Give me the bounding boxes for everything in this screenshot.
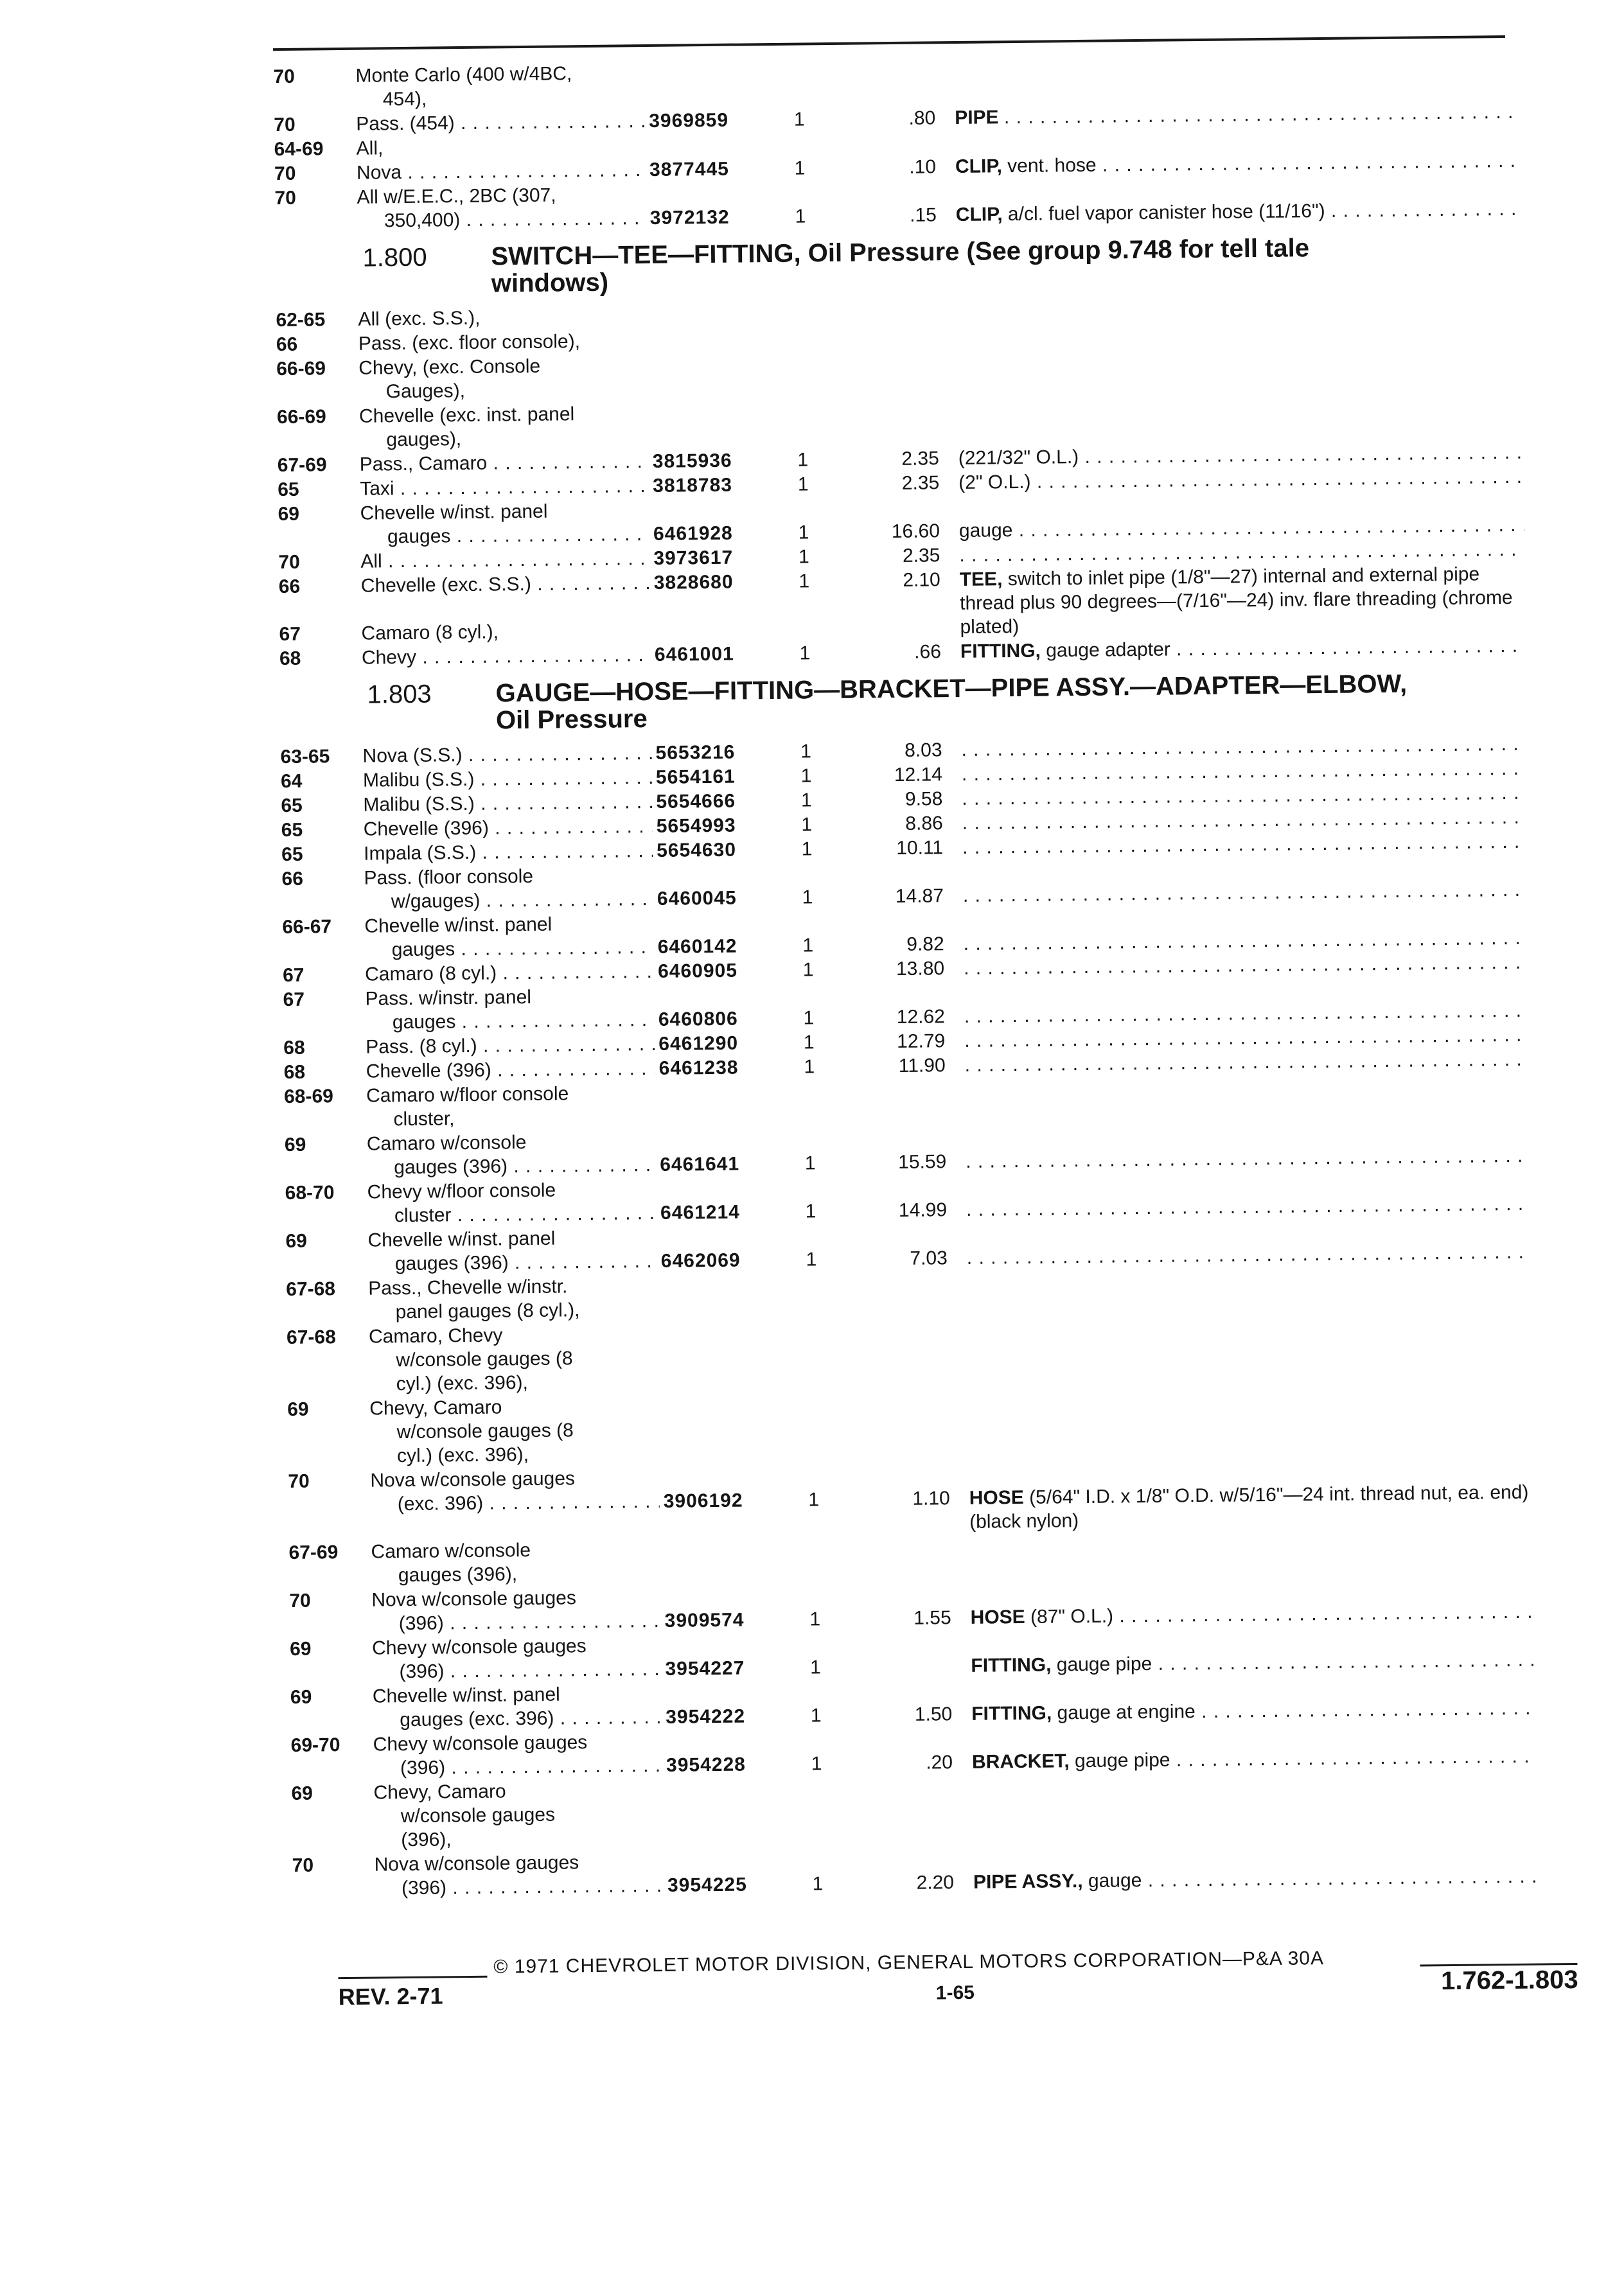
model-application <box>361 571 650 598</box>
quantity: 1 <box>798 1199 824 1223</box>
part-number: 6460045 <box>657 886 786 911</box>
part-name: FITTING, <box>971 1703 1052 1725</box>
model-line: Camaro w/floor console <box>366 1081 655 1108</box>
model-line: Pass., Camaro . . . <box>360 450 649 477</box>
model-year: 67-69 <box>288 1540 338 1565</box>
list-price: 9.82 <box>842 932 944 957</box>
model-application <box>373 1778 663 1852</box>
model-line: Chevy, (exc. Console <box>358 353 648 380</box>
model-line: (396) . . . <box>375 1874 664 1901</box>
model-line: Camaro w/console <box>371 1537 660 1564</box>
quantity: 1 <box>805 1872 831 1896</box>
model-application <box>363 766 652 793</box>
model-line: gauges (396), <box>371 1561 660 1588</box>
model-year: 68 <box>283 1036 305 1060</box>
model-line: Chevy, Camaro <box>369 1394 658 1421</box>
part-detail: (5/64" I.D. x 1/8" O.D. w/5/16"—24 int. thread nut, ea. end) (black nylon) <box>969 1482 1529 1533</box>
list-price: 16.60 <box>837 519 940 544</box>
section-heading <box>367 669 1565 735</box>
list-price: .15 <box>834 203 937 228</box>
list-price: 2.35 <box>836 446 939 471</box>
top-rule <box>273 35 1505 51</box>
part-detail <box>1004 100 1521 128</box>
model-year: 69 <box>278 502 299 526</box>
model-line: w/console gauges <box>374 1802 663 1829</box>
model-line: cluster, <box>366 1105 655 1132</box>
model-line: Nova . . . <box>357 158 646 185</box>
model-application <box>363 790 652 817</box>
model-year: 64-69 <box>274 137 323 161</box>
model-line: (exc. 396) . . . <box>371 1490 660 1517</box>
list-price: 1.55 <box>848 1606 951 1631</box>
model-line: (396) . . . <box>372 1609 661 1636</box>
model-line: gauges . . . <box>360 522 649 549</box>
part-number: 5654630 <box>657 838 785 863</box>
part-detail: (2" O.L.) . . . <box>958 465 1524 493</box>
model-line: Chevy w/console gauges <box>372 1633 661 1660</box>
group-number: 1.803 <box>367 680 495 708</box>
part-name: HOSE <box>971 1606 1025 1628</box>
quantity: 1 <box>793 764 819 787</box>
model-line: (396) . . . <box>372 1657 661 1684</box>
part-number: 3972132 <box>650 205 779 230</box>
model-year: 70 <box>292 1854 313 1878</box>
part-number: 3973617 <box>653 545 782 570</box>
model-year: 65 <box>281 843 303 867</box>
part-description <box>956 197 1521 227</box>
model-line: Pass. (floor console <box>364 863 653 890</box>
model-application <box>367 1177 657 1228</box>
part-number: 3969859 <box>649 108 777 133</box>
part-detail: gauge at engine . . . <box>1057 1696 1537 1724</box>
group-number: 1.800 <box>362 243 491 272</box>
model-line: Pass. (454) . . . <box>356 109 645 136</box>
part-name: CLIP, <box>956 204 1003 225</box>
model-line: cyl.) (exc. 396), <box>370 1441 659 1468</box>
part-number: 3818783 <box>653 473 781 498</box>
model-application <box>358 304 647 331</box>
list-price: 10.11 <box>840 836 943 861</box>
model-year: 69 <box>287 1398 309 1421</box>
model-application <box>374 1850 664 1901</box>
list-price: 14.99 <box>844 1198 947 1223</box>
part-description <box>973 1865 1539 1894</box>
model-year: 70 <box>278 550 300 574</box>
part-detail: (87" O.L.) . . . <box>1030 1600 1536 1628</box>
list-price: .80 <box>833 106 935 131</box>
model-line: Gauges), <box>358 377 648 404</box>
part-number: 5654666 <box>656 789 784 814</box>
part-detail: gauge . . . <box>959 513 1524 541</box>
quantity: 1 <box>787 156 813 180</box>
part-detail: switch to inlet pipe (1/8"—27) internal and external pipe thread plus 90 degrees—(7/16"—24) inv. flare threading (chrome plated) <box>960 563 1513 637</box>
model-application <box>365 960 654 987</box>
list-price: 14.87 <box>841 884 944 909</box>
model-year: 67 <box>283 988 304 1012</box>
model-application <box>369 1394 659 1468</box>
model-line: panel gauges (8 cyl.), <box>368 1298 657 1324</box>
part-number: 3954222 <box>666 1704 794 1729</box>
part-description <box>969 1481 1535 1534</box>
part-row <box>287 1312 1572 1397</box>
model-application <box>373 1730 663 1781</box>
model-year: 62-65 <box>276 308 325 332</box>
model-line: 350,400) . . . <box>357 206 646 233</box>
model-year: 66 <box>281 867 303 891</box>
model-line: Nova w/console gauges <box>370 1466 659 1493</box>
model-line: Nova (S.S.) . . . <box>362 741 651 768</box>
model-application <box>368 1274 658 1324</box>
part-number: 6461214 <box>660 1200 789 1225</box>
model-year: 69 <box>285 1229 307 1253</box>
page-footer <box>338 1945 1578 2035</box>
list-price: .66 <box>838 640 941 665</box>
model-application <box>370 1466 660 1517</box>
list-price: 7.03 <box>845 1246 948 1271</box>
model-application <box>357 182 646 233</box>
model-application <box>365 984 655 1035</box>
model-line: Chevy w/floor console <box>367 1177 656 1204</box>
quantity: 1 <box>788 204 813 228</box>
model-line: Chevy w/console gauges <box>373 1730 662 1757</box>
model-line: w/console gauges (8 <box>369 1346 658 1373</box>
model-year: 67 <box>279 622 301 646</box>
model-year: 70 <box>274 162 296 186</box>
model-application <box>358 329 648 356</box>
model-line: cluster . . . <box>367 1201 657 1228</box>
footer-rule-left <box>338 1976 487 1979</box>
model-year: 69 <box>285 1133 306 1157</box>
model-line: Chevy . . . <box>362 643 651 670</box>
list-price: 12.14 <box>840 762 942 787</box>
part-number: 6460806 <box>658 1007 787 1032</box>
group-title-continued: windows) <box>363 259 1560 299</box>
list-price: 15.59 <box>843 1150 946 1175</box>
part-name: PIPE <box>955 107 999 128</box>
model-year: 63-65 <box>280 744 330 769</box>
model-application <box>364 839 653 866</box>
model-line: gauges . . . <box>365 935 654 962</box>
list-price: 11.90 <box>842 1053 945 1078</box>
model-application <box>372 1633 662 1684</box>
model-application <box>364 863 653 914</box>
list-price: 2.35 <box>837 543 940 568</box>
model-line: Chevelle w/inst. panel <box>364 911 653 938</box>
part-number: 3909574 <box>665 1608 793 1633</box>
model-line: gauges (396) . . . <box>367 1153 656 1180</box>
part-name: BRACKET, <box>972 1750 1070 1773</box>
model-line: (396) . . . <box>373 1754 662 1781</box>
part-detail <box>967 1240 1532 1269</box>
quantity: 1 <box>790 448 816 471</box>
quantity: 1 <box>796 1055 822 1078</box>
list-price: 1.10 <box>847 1486 950 1511</box>
model-line: 454), <box>356 85 645 112</box>
model-application <box>371 1585 661 1636</box>
model-line: gauges . . . <box>366 1008 655 1035</box>
quantity: 1 <box>801 1488 827 1511</box>
model-line: Pass. (exc. floor console), <box>358 329 648 356</box>
model-application <box>360 450 649 477</box>
model-line: All w/E.E.C., 2BC (307, <box>357 182 646 209</box>
model-line: gauges (exc. 396) . . . <box>373 1705 662 1732</box>
part-number: 3954227 <box>665 1656 793 1681</box>
part-detail <box>961 732 1526 761</box>
model-year: 64 <box>281 770 303 793</box>
quantity: 1 <box>804 1752 829 1775</box>
quantity: 1 <box>794 837 820 861</box>
model-application <box>356 109 645 136</box>
part-detail <box>963 878 1528 906</box>
model-year: 68-70 <box>285 1181 335 1205</box>
part-number: 6461641 <box>660 1152 788 1177</box>
part-detail: gauge . . . <box>1088 1865 1539 1892</box>
model-application <box>355 61 645 112</box>
section-heading <box>362 232 1560 299</box>
model-application <box>369 1322 658 1396</box>
model-year: 68 <box>279 647 301 671</box>
part-number: 5654993 <box>657 813 785 838</box>
model-line: (396), <box>374 1826 663 1852</box>
model-year: 67 <box>283 963 304 987</box>
model-line: Nova w/console gauges <box>374 1850 663 1877</box>
model-application <box>367 1129 657 1180</box>
model-line: w/gauges) . . . <box>364 887 653 914</box>
list-price: 8.03 <box>839 738 942 763</box>
model-application <box>360 498 649 549</box>
model-application <box>361 619 650 646</box>
model-year: 66 <box>276 333 298 356</box>
part-number: 5654161 <box>656 764 784 789</box>
list-price: 2.20 <box>851 1870 954 1896</box>
quantity: 1 <box>793 739 818 763</box>
quantity: 1 <box>791 569 817 593</box>
section-range: 1.762-1.803 <box>1441 1966 1578 1996</box>
model-line: Chevelle (396) . . . <box>366 1057 655 1084</box>
part-number: 3906192 <box>664 1488 792 1513</box>
model-line: Chevelle w/inst. panel <box>360 498 649 525</box>
part-name: PIPE ASSY., <box>973 1870 1083 1893</box>
part-name: FITTING, <box>971 1655 1051 1676</box>
model-year: 70 <box>273 65 295 89</box>
model-year: 67-69 <box>278 453 327 477</box>
quantity: 1 <box>796 1030 822 1054</box>
list-price: 9.58 <box>840 787 942 812</box>
model-line: Pass., Chevelle w/instr. <box>368 1274 657 1301</box>
model-year: 66-69 <box>276 356 326 381</box>
model-application <box>373 1682 662 1732</box>
copyright-notice: © 1971 CHEVROLET MOTOR DIVISION, GENERAL MOTORS CORPORATION—P&A 30A <box>493 1948 1324 1978</box>
model-application <box>358 353 648 404</box>
model-year: 65 <box>281 818 303 842</box>
list-price: .10 <box>833 155 936 180</box>
model-line: Chevelle w/inst. panel <box>373 1682 662 1709</box>
part-name: HOSE <box>969 1487 1024 1509</box>
model-year: 67-68 <box>286 1277 335 1301</box>
model-line: Chevelle (exc. inst. panel <box>359 401 648 428</box>
quantity: 1 <box>793 788 819 812</box>
part-detail: (221/32" O.L.) . . . <box>958 441 1524 469</box>
quantity: 1 <box>794 813 820 836</box>
part-row <box>291 1768 1576 1853</box>
part-detail: gauge adapter . . . <box>1046 634 1526 662</box>
model-application <box>366 1032 655 1059</box>
part-number: 6462069 <box>661 1248 790 1273</box>
model-year: 70 <box>288 1470 310 1493</box>
model-year: 66-69 <box>277 405 326 429</box>
part-detail <box>964 999 1530 1027</box>
list-price: 13.80 <box>842 956 944 981</box>
quantity: 1 <box>795 885 820 909</box>
part-number: 6461001 <box>655 642 783 667</box>
part-detail <box>966 1144 1531 1172</box>
part-number: 6461290 <box>658 1031 787 1056</box>
part-number: 3954225 <box>667 1872 796 1897</box>
part-number: 6461928 <box>653 521 782 546</box>
model-line: All, <box>356 134 645 161</box>
model-line: All (exc. S.S.), <box>358 304 647 331</box>
part-number: 3877445 <box>649 157 778 182</box>
model-line: Pass. (8 cyl.) . . . <box>366 1032 655 1059</box>
part-name: TEE, <box>960 568 1003 590</box>
model-line: Chevelle (exc. S.S.) . . . <box>361 571 650 598</box>
model-line: Malibu (S.S.) . . . <box>363 766 652 793</box>
part-number: 3954228 <box>666 1752 795 1777</box>
part-detail: gauge pipe . . . <box>1057 1648 1537 1676</box>
quantity: 1 <box>796 1006 822 1030</box>
model-year: 69 <box>291 1782 313 1806</box>
model-year: 67-68 <box>287 1325 336 1350</box>
list-price: 1.50 <box>849 1702 952 1727</box>
parts-listing <box>273 51 1577 1902</box>
quantity: 1 <box>803 1703 829 1727</box>
model-application <box>364 911 654 962</box>
model-year: 70 <box>274 186 296 210</box>
model-application <box>360 547 649 574</box>
model-year: 68 <box>284 1060 306 1084</box>
part-number: 3815936 <box>653 448 781 473</box>
model-application <box>367 1226 657 1276</box>
part-detail: gauge pipe . . . <box>1075 1745 1537 1772</box>
quantity: 1 <box>802 1607 827 1631</box>
model-line: Chevelle (396) . . . <box>364 814 653 841</box>
quantity: 1 <box>790 472 816 496</box>
model-line: gauges (396) . . . <box>368 1249 657 1276</box>
part-name: CLIP, <box>955 155 1002 177</box>
model-application <box>362 741 651 768</box>
quantity: 1 <box>802 1655 828 1679</box>
group-title: GAUGE—HOSE—FITTING—BRACKET—PIPE ASSY.—ADAPTER—ELBOW, <box>495 670 1407 708</box>
quantity: 1 <box>791 520 816 544</box>
part-detail <box>966 1192 1531 1220</box>
part-description <box>960 634 1526 664</box>
model-application <box>366 1081 656 1132</box>
part-name: FITTING, <box>960 640 1041 662</box>
part-detail: vent. hose . . . <box>1007 149 1521 177</box>
list-price: 12.62 <box>842 1005 945 1030</box>
part-number: 6461238 <box>659 1055 788 1080</box>
part-detail: a/cl. fuel vapor canister hose (11/16") . . . <box>1008 197 1521 225</box>
revision-label: REV. 2-71 <box>339 1982 443 2010</box>
quantity: 1 <box>792 641 818 665</box>
quantity: 1 <box>791 545 816 568</box>
model-year: 70 <box>274 113 296 137</box>
model-line: Pass. w/instr. panel <box>365 984 654 1011</box>
model-line: w/console gauges (8 <box>369 1418 658 1445</box>
part-number: 6460142 <box>658 934 786 959</box>
model-line: Chevy, Camaro <box>373 1778 662 1805</box>
model-line: Camaro (8 cyl.) . . . <box>365 960 654 987</box>
model-line: Taxi . . . <box>360 474 649 501</box>
list-price: .20 <box>850 1750 953 1775</box>
quantity: 1 <box>786 107 812 131</box>
model-year: 70 <box>289 1589 311 1613</box>
model-year: 69 <box>290 1685 312 1709</box>
group-title: SWITCH—TEE—FITTING, Oil Pressure (See group 9.748 for tell tale <box>491 234 1309 270</box>
quantity: 1 <box>795 933 821 957</box>
part-number: 5653216 <box>655 740 784 765</box>
model-year: 66-67 <box>282 915 331 939</box>
list-price: 12.79 <box>842 1029 945 1054</box>
model-year: 65 <box>278 478 299 502</box>
part-number: 6460905 <box>658 958 786 983</box>
quantity: 1 <box>799 1247 824 1271</box>
part-number: 3828680 <box>654 570 782 595</box>
model-line: Nova w/console gauges <box>371 1585 660 1612</box>
group-title-continued: Oil Pressure <box>367 696 1565 735</box>
model-line: Camaro (8 cyl.), <box>361 619 650 646</box>
model-application <box>360 474 649 501</box>
model-year: 69-70 <box>291 1733 340 1757</box>
model-application <box>362 643 651 670</box>
model-application <box>357 158 646 185</box>
model-year: 68-69 <box>284 1084 333 1109</box>
model-line: All . . . <box>360 547 649 574</box>
model-line: Impala (S.S.) . . . <box>364 839 653 866</box>
model-line: Monte Carlo (400 w/4BC, <box>355 61 644 88</box>
model-year: 65 <box>281 794 303 818</box>
model-year: 69 <box>290 1637 312 1661</box>
list-price: 2.10 <box>838 568 940 593</box>
quantity: 1 <box>795 958 821 981</box>
model-line: gauges), <box>359 425 648 452</box>
model-line: Chevelle w/inst. panel <box>367 1226 657 1253</box>
model-application <box>356 134 645 161</box>
model-year: 66 <box>279 575 301 599</box>
model-line: Malibu (S.S.) . . . <box>363 790 652 817</box>
list-price: 2.35 <box>836 471 939 496</box>
part-row <box>287 1384 1573 1469</box>
model-application <box>371 1537 660 1588</box>
model-line: Camaro, Chevy <box>369 1322 658 1349</box>
model-application <box>359 401 649 452</box>
model-line: Camaro w/console <box>367 1129 656 1156</box>
page-number: 1-65 <box>936 1982 975 2005</box>
quantity: 1 <box>797 1151 823 1175</box>
model-line: cyl.) (exc. 396), <box>369 1369 658 1396</box>
list-price: 8.86 <box>840 811 943 836</box>
part-detail <box>964 926 1529 955</box>
model-application <box>366 1057 655 1084</box>
model-application <box>364 814 653 841</box>
